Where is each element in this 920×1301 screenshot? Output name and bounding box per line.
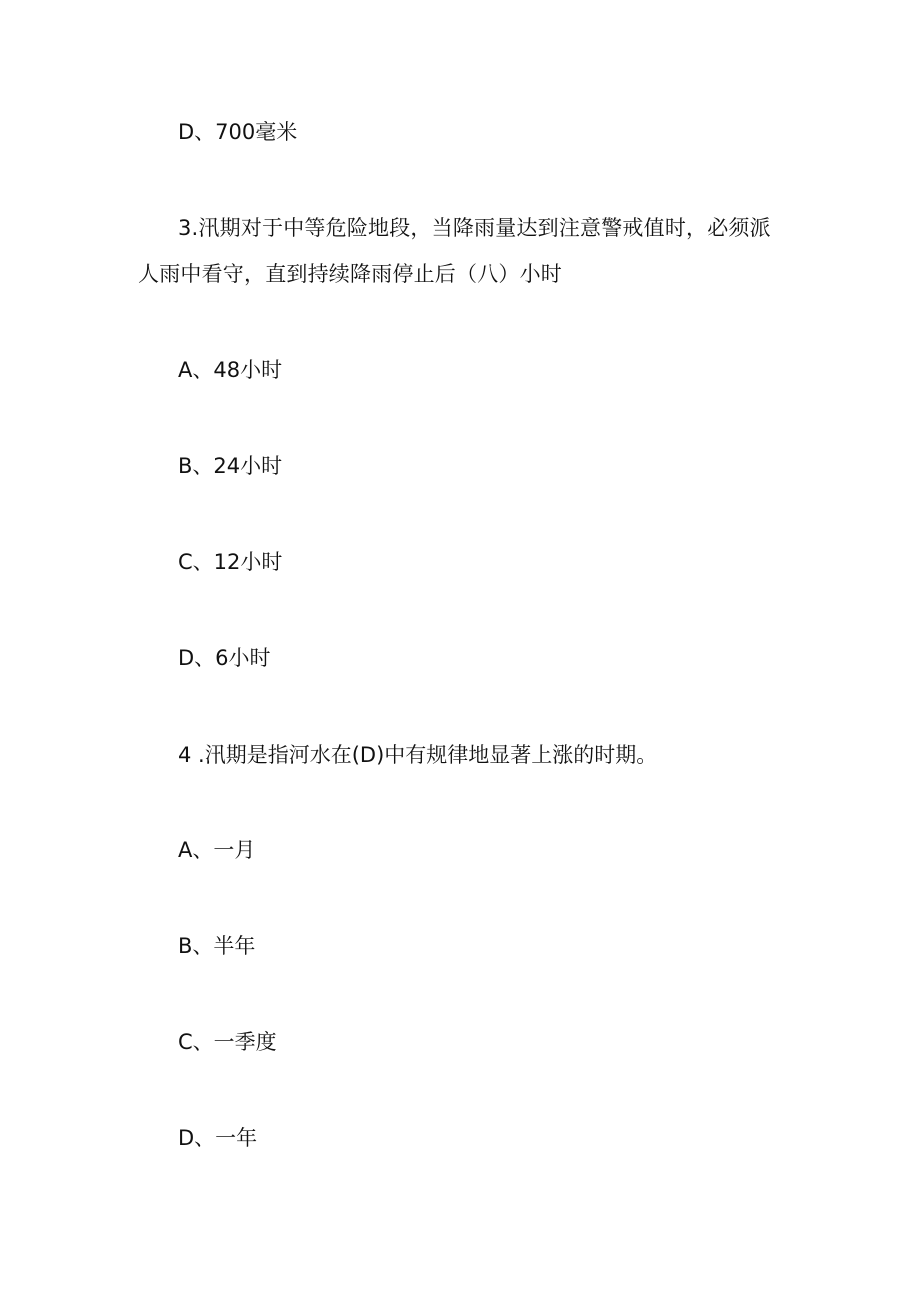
q4-option-c: C、一季度	[178, 1030, 277, 1054]
q3-option-c: C、12小时	[178, 550, 283, 574]
q4-option-b: B、半年	[178, 934, 256, 958]
q3-stem: 3.汛期对于中等危险地段，当降雨量达到注意警戒值时，必须派人雨中看守，直到持续降雨停止后（八）小时	[138, 216, 771, 286]
q3-option-a: A、48小时	[178, 358, 283, 382]
q4-option-a: A、一月	[178, 838, 256, 862]
q4-option-d: D、一年	[178, 1126, 258, 1150]
q3-option-d: D、6小时	[178, 646, 271, 670]
q4-stem: 4 .汛期是指河水在(D)中有规律地显著上涨的时期。	[178, 743, 658, 767]
q3-option-b: B、24小时	[178, 454, 283, 478]
q2-option-d: D、700毫米	[178, 120, 298, 144]
